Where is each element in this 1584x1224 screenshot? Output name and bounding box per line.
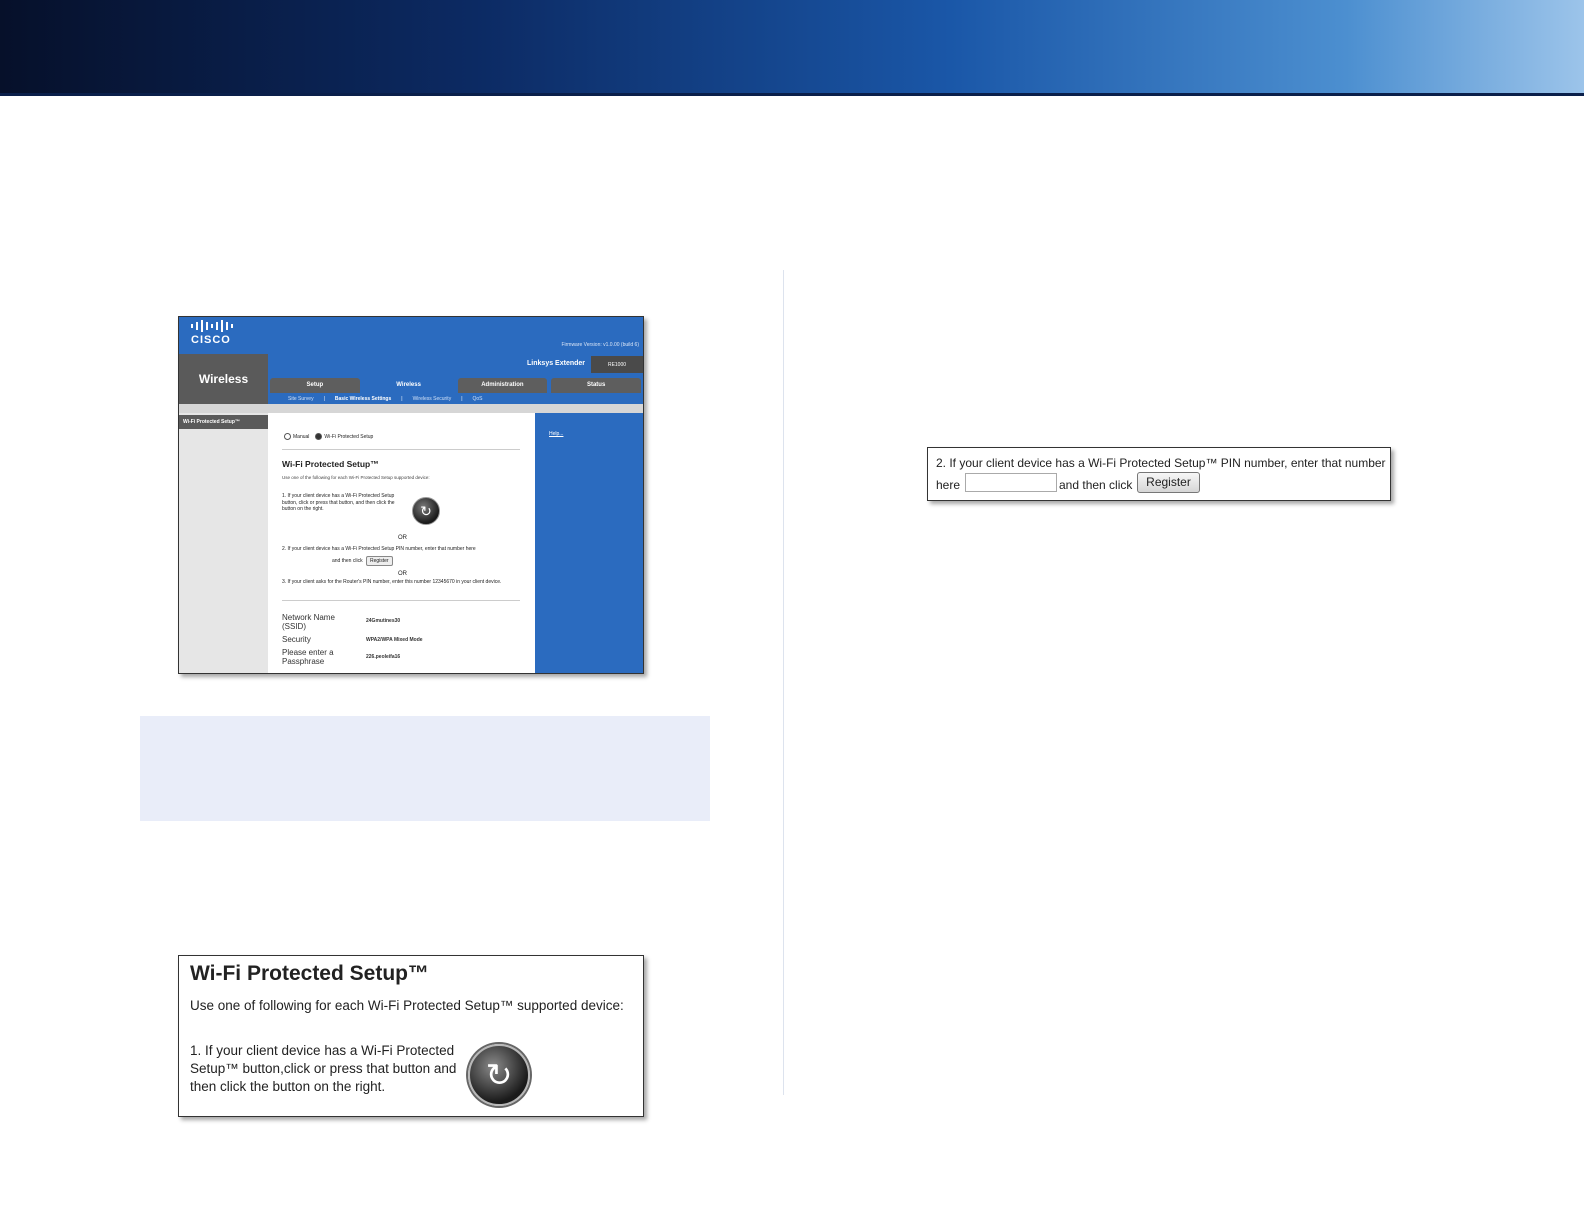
note-box (140, 716, 710, 821)
router-top-bar (179, 317, 643, 354)
pin-instruction: 2. If your client device has a Wi-Fi Protected Setup™ PIN number, enter that number (936, 456, 1386, 470)
wps-step-3: 3. If your client asks for the Router's PIN number, enter this number 12345670 in your client device. (282, 579, 502, 585)
here-label: here (936, 478, 961, 492)
subnav-site-survey[interactable]: Site Survey (288, 395, 314, 402)
then-click-label: and then click (1059, 478, 1133, 492)
register-button[interactable]: Register (1137, 472, 1200, 493)
subnav-wireless-security[interactable]: Wireless Security (412, 395, 452, 402)
wps-screenshot (178, 955, 644, 1117)
model-number: RE1000 (591, 356, 643, 373)
tab-administration[interactable]: Administration (458, 378, 548, 393)
cisco-logo (191, 320, 241, 350)
wps-title: Wi-Fi Protected Setup™ (190, 962, 429, 985)
help-panel (535, 413, 643, 673)
divider (282, 600, 520, 601)
cisco-logo-text: CISCO (191, 334, 231, 346)
wps-subtitle: Use one of the following for each Wi-Fi Protected Setup supported device: (282, 475, 430, 480)
subnav-qos[interactable]: QoS (472, 395, 483, 402)
pin-input[interactable] (965, 473, 1057, 492)
sidebar (179, 413, 268, 673)
separator-bar (179, 404, 643, 413)
sub-nav: Site Survey | Basic Wireless Settings | Wireless Security | QoS (268, 393, 643, 404)
divider (282, 449, 520, 450)
mode-radios (284, 433, 373, 440)
wps-title: Wi-Fi Protected Setup™ (282, 459, 379, 469)
sidebar-item-wps[interactable]: Wi-Fi Protected Setup™ (179, 415, 268, 429)
wps-button-icon[interactable]: ↻ (468, 1044, 530, 1106)
passphrase-value: 226.peoleifa16 (366, 654, 401, 660)
tab-setup[interactable]: Setup (270, 378, 360, 393)
section-title: Wireless (179, 354, 268, 404)
tab-wireless[interactable]: Wireless (364, 378, 454, 393)
product-name: Linksys Extender (527, 360, 585, 367)
passphrase-label: Please enter a Passphrase (282, 648, 334, 666)
register-screenshot (927, 447, 1391, 501)
help-link[interactable]: Help... (549, 431, 564, 437)
column-divider (783, 270, 784, 1095)
firmware-version: Firmware Version: v1.0.00 (build 6) (561, 342, 639, 348)
wps-step-1: 1. If your client device has a Wi-Fi Protected Setup™ button,click or press that button and then click the button on the right. (190, 1043, 457, 1094)
register-button[interactable]: Register (366, 556, 393, 566)
tab-status[interactable]: Status (551, 378, 641, 393)
or-label: OR (398, 535, 407, 541)
wps-step-1: 1. If your client device has a Wi-Fi Protected Setup button, click or press that button, and then click the button on the right. (282, 493, 395, 512)
wps-step-2-action: and then click Register (332, 556, 393, 566)
header-banner (0, 0, 1584, 96)
radio-wps[interactable]: Wi-Fi Protected Setup (315, 433, 373, 440)
product-bar (268, 354, 643, 375)
security-value: WPA2/WPA Mixed Mode (366, 637, 423, 643)
or-label: OR (398, 571, 407, 577)
network-name-label: Network Name (SSID) (282, 613, 335, 631)
network-name-value: 24Gmutines30 (366, 618, 401, 624)
radio-manual[interactable]: Manual (284, 433, 309, 440)
wps-step-2: 2. If your client device has a Wi-Fi Protected Setup PIN number, enter that number here (282, 546, 476, 552)
main-content (268, 413, 535, 673)
main-tabs (268, 375, 643, 393)
router-ui-screenshot (178, 316, 644, 674)
wps-button-icon[interactable]: ↻ (412, 497, 440, 525)
wps-subtitle: Use one of following for each Wi-Fi Protected Setup™ supported device: (190, 998, 624, 1013)
security-label: Security (282, 635, 311, 644)
subnav-basic-wireless[interactable]: Basic Wireless Settings (334, 395, 392, 402)
